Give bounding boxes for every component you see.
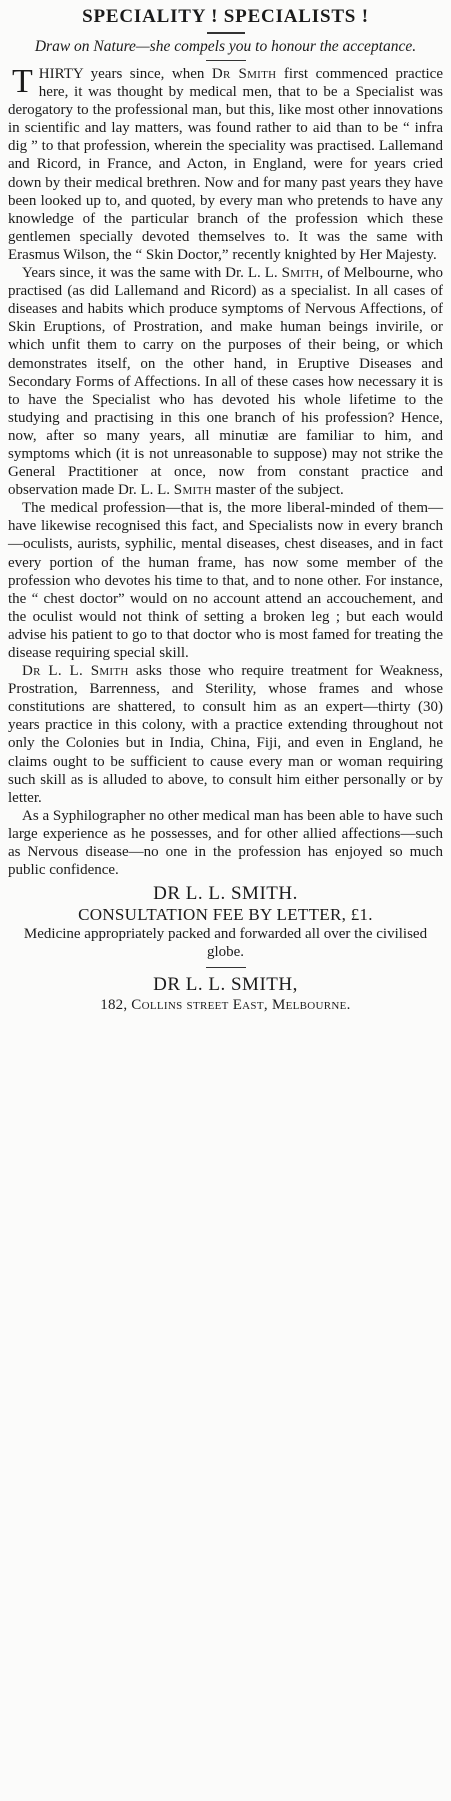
address-number: 182, <box>100 997 132 1014</box>
consultation-fee: CONSULTATION FEE BY LETTER, £1. <box>78 905 373 925</box>
paragraph-4-name: Smith <box>90 663 129 680</box>
paragraph-2-name-2: Smith <box>173 482 212 499</box>
subheadline: Draw on Nature—she compels you to honour the acceptance. <box>34 38 417 55</box>
paragraph-2-opening: Years since, it was the same with Dr. L. L. <box>22 265 282 282</box>
paragraph-1-opening: HIRTY years since, when <box>38 66 212 82</box>
paragraph-2 <box>8 264 443 499</box>
address-line <box>8 996 443 1014</box>
paragraph-3: The medical profession—that is, the more liberal-minded of them—have likewise recognised this fact, and Specialists now in every branch—oculists, aurists, syphilic, mental diseases, chest diseases, and in fact every portion of the human frame, has now some member of the profession who devotes his time to that, and to none other. For instance, the “ chest doctor” would on no account attend an accouchement, and the oculist would not think of setting a broken leg ; but each would advise his patient to go to that doctor who is most famed for treating the disease requiring special skill. <box>8 500 443 661</box>
paragraph-5: As a Syphilographer no other medical man has been able to have such large experience as he possesses, and for other allied affections—such as Nervous disease—no one in the profession has enjoyed so much public confidence. <box>8 807 443 879</box>
drop-cap: T <box>12 63 33 100</box>
headline-divider <box>207 32 245 34</box>
paragraph-1-text: first commenced practice here, it was thought by medical men, that to be a Specialist was derogatory to the professional man, but this, like most other innovations in scientific and lay matters, was found rather to aid than to be “ infra dig ” to that profession, wherein the speciality was practised. Lallemand and Ricord, in France, and Acton, in England, were for years cried down by their medical brethren. Now and for many past years they have been looked up to, and quoted, by every man who pretends to have any knowledge of the particular branch of the profession which these gentlemen specially devoted themselves to. It was the same with Erasmus Wilson, the “ Skin Doctor,” recently knighted by Her Majesty. <box>8 66 443 263</box>
address-street: Collins street East, Melbourne. <box>131 997 351 1014</box>
paragraph-1 <box>8 65 443 264</box>
paragraph-4-text: asks those who require treatment for Weakness, Prostration, Barrenness, and Sterility, whose frames and whose constitutions are shattered, to consult him as an expert—thirty (30) years practice in this colony, with a practice extending throughout not only the Colonies but in India, China, Fiji, and even in England, he claims ought to be sufficient to cause every man or woman requiring such skill as is alluded to above, to consult him either personally or by letter. <box>8 663 443 806</box>
paragraph-4 <box>8 662 443 807</box>
shipping-note: Medicine appropriately packed and forwarded all over the civilised globe. <box>23 926 428 961</box>
paragraph-2-text: , of Melbourne, who practised (as did Lallemand and Ricord) as a specialist. In all cases of diseases and habits which produce symptoms of Nervous Affections, of Skin Eruptions, of Prostration, and make human beings invirile, or which unfit them to carry on the purposes of their being, or which demonstrates itself, on the other hand, in Eruptive Diseases and Secondary Forms of Affections. In all of these cases how necessary it is to have the Specialist who has devoted his whole lifetime to the studying and practising in this one branch of his profession? Hence, now, after so many years, all minutiæ are familiar to him, and symptoms which (it is not unreasonable to suppose) may not strike the General Practitioner at once, now from constant practice and observation made Dr. L. L. <box>8 265 443 499</box>
paragraph-2-closing: master of the subject. <box>211 482 344 499</box>
subheadline-divider <box>206 60 246 61</box>
paragraph-2-name-1: Smith <box>281 265 320 282</box>
paragraph-4-opening: Dr L. L. <box>22 663 91 680</box>
paragraph-1-name: Dr Smith <box>211 66 277 82</box>
footer-block <box>8 883 443 1014</box>
doctor-name: DR L. L. SMITH. <box>153 883 298 905</box>
article-body <box>8 65 443 879</box>
headline: SPECIALITY ! SPECIALISTS ! <box>82 6 369 27</box>
doctor-name-2: DR L. L. SMITH, <box>153 974 298 996</box>
footer-divider <box>206 967 246 968</box>
